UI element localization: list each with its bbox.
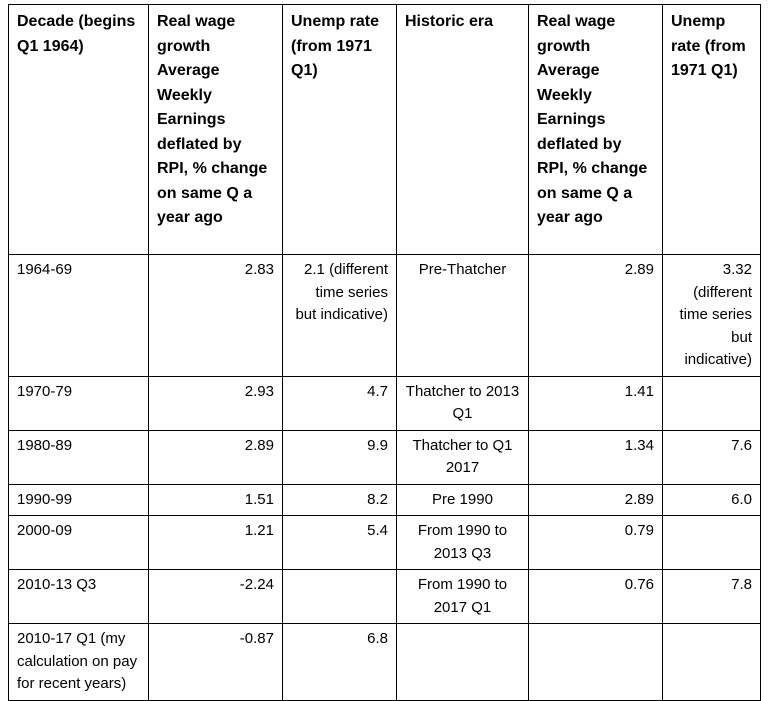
cell-wage: -2.24 <box>149 570 283 624</box>
cell-unemp: 9.9 <box>283 430 397 484</box>
cell-era-wage: 2.89 <box>529 255 663 377</box>
table-row <box>9 516 761 570</box>
cell-era-wage: 1.41 <box>529 376 663 430</box>
header-decade: Decade (begins Q1 1964) <box>9 5 149 255</box>
header-row <box>9 5 761 255</box>
cell-unemp: 5.4 <box>283 516 397 570</box>
cell-era-unemp: 7.6 <box>663 430 761 484</box>
cell-wage: 2.93 <box>149 376 283 430</box>
cell-wage: 2.83 <box>149 255 283 377</box>
wage-unemployment-table <box>8 4 761 701</box>
cell-decade: 2000-09 <box>9 516 149 570</box>
cell-era: Pre-Thatcher <box>397 255 529 377</box>
table-row <box>9 484 761 516</box>
cell-unemp: 8.2 <box>283 484 397 516</box>
cell-era-unemp: 6.0 <box>663 484 761 516</box>
table-row <box>9 624 761 701</box>
cell-decade: 1964-69 <box>9 255 149 377</box>
cell-era-wage <box>529 624 663 701</box>
header-era-real-wage-growth: Real wage growth Average Weekly Earnings deflated by RPI, % change on same Q a year ago <box>529 5 663 255</box>
cell-era: Pre 1990 <box>397 484 529 516</box>
cell-era-wage: 0.76 <box>529 570 663 624</box>
cell-wage: -0.87 <box>149 624 283 701</box>
cell-wage: 2.89 <box>149 430 283 484</box>
cell-era-unemp <box>663 516 761 570</box>
cell-era <box>397 624 529 701</box>
cell-era-unemp <box>663 376 761 430</box>
cell-decade: 1990-99 <box>9 484 149 516</box>
cell-era: Thatcher to 2013 Q1 <box>397 376 529 430</box>
cell-decade: 1980-89 <box>9 430 149 484</box>
header-era-unemp-rate: Unemp rate (from 1971 Q1) <box>663 5 761 255</box>
header-real-wage-growth: Real wage growth Average Weekly Earnings deflated by RPI, % change on same Q a year ago <box>149 5 283 255</box>
cell-unemp <box>283 570 397 624</box>
table-row <box>9 376 761 430</box>
cell-unemp: 6.8 <box>283 624 397 701</box>
cell-era-wage: 2.89 <box>529 484 663 516</box>
table-row <box>9 430 761 484</box>
cell-unemp: 2.1 (different time series but indicative) <box>283 255 397 377</box>
cell-decade: 2010-13 Q3 <box>9 570 149 624</box>
cell-era: Thatcher to Q1 2017 <box>397 430 529 484</box>
cell-decade: 1970-79 <box>9 376 149 430</box>
header-unemp-rate: Unemp rate (from 1971 Q1) <box>283 5 397 255</box>
header-historic-era: Historic era <box>397 5 529 255</box>
cell-era: From 1990 to 2013 Q3 <box>397 516 529 570</box>
table-row <box>9 255 761 377</box>
cell-era: From 1990 to 2017 Q1 <box>397 570 529 624</box>
cell-era-wage: 0.79 <box>529 516 663 570</box>
cell-wage: 1.51 <box>149 484 283 516</box>
cell-era-unemp <box>663 624 761 701</box>
cell-era-wage: 1.34 <box>529 430 663 484</box>
table-row <box>9 570 761 624</box>
cell-unemp: 4.7 <box>283 376 397 430</box>
cell-era-unemp: 3.32 (different time series but indicative) <box>663 255 761 377</box>
cell-wage: 1.21 <box>149 516 283 570</box>
cell-decade: 2010-17 Q1 (my calculation on pay for recent years) <box>9 624 149 701</box>
cell-era-unemp: 7.8 <box>663 570 761 624</box>
